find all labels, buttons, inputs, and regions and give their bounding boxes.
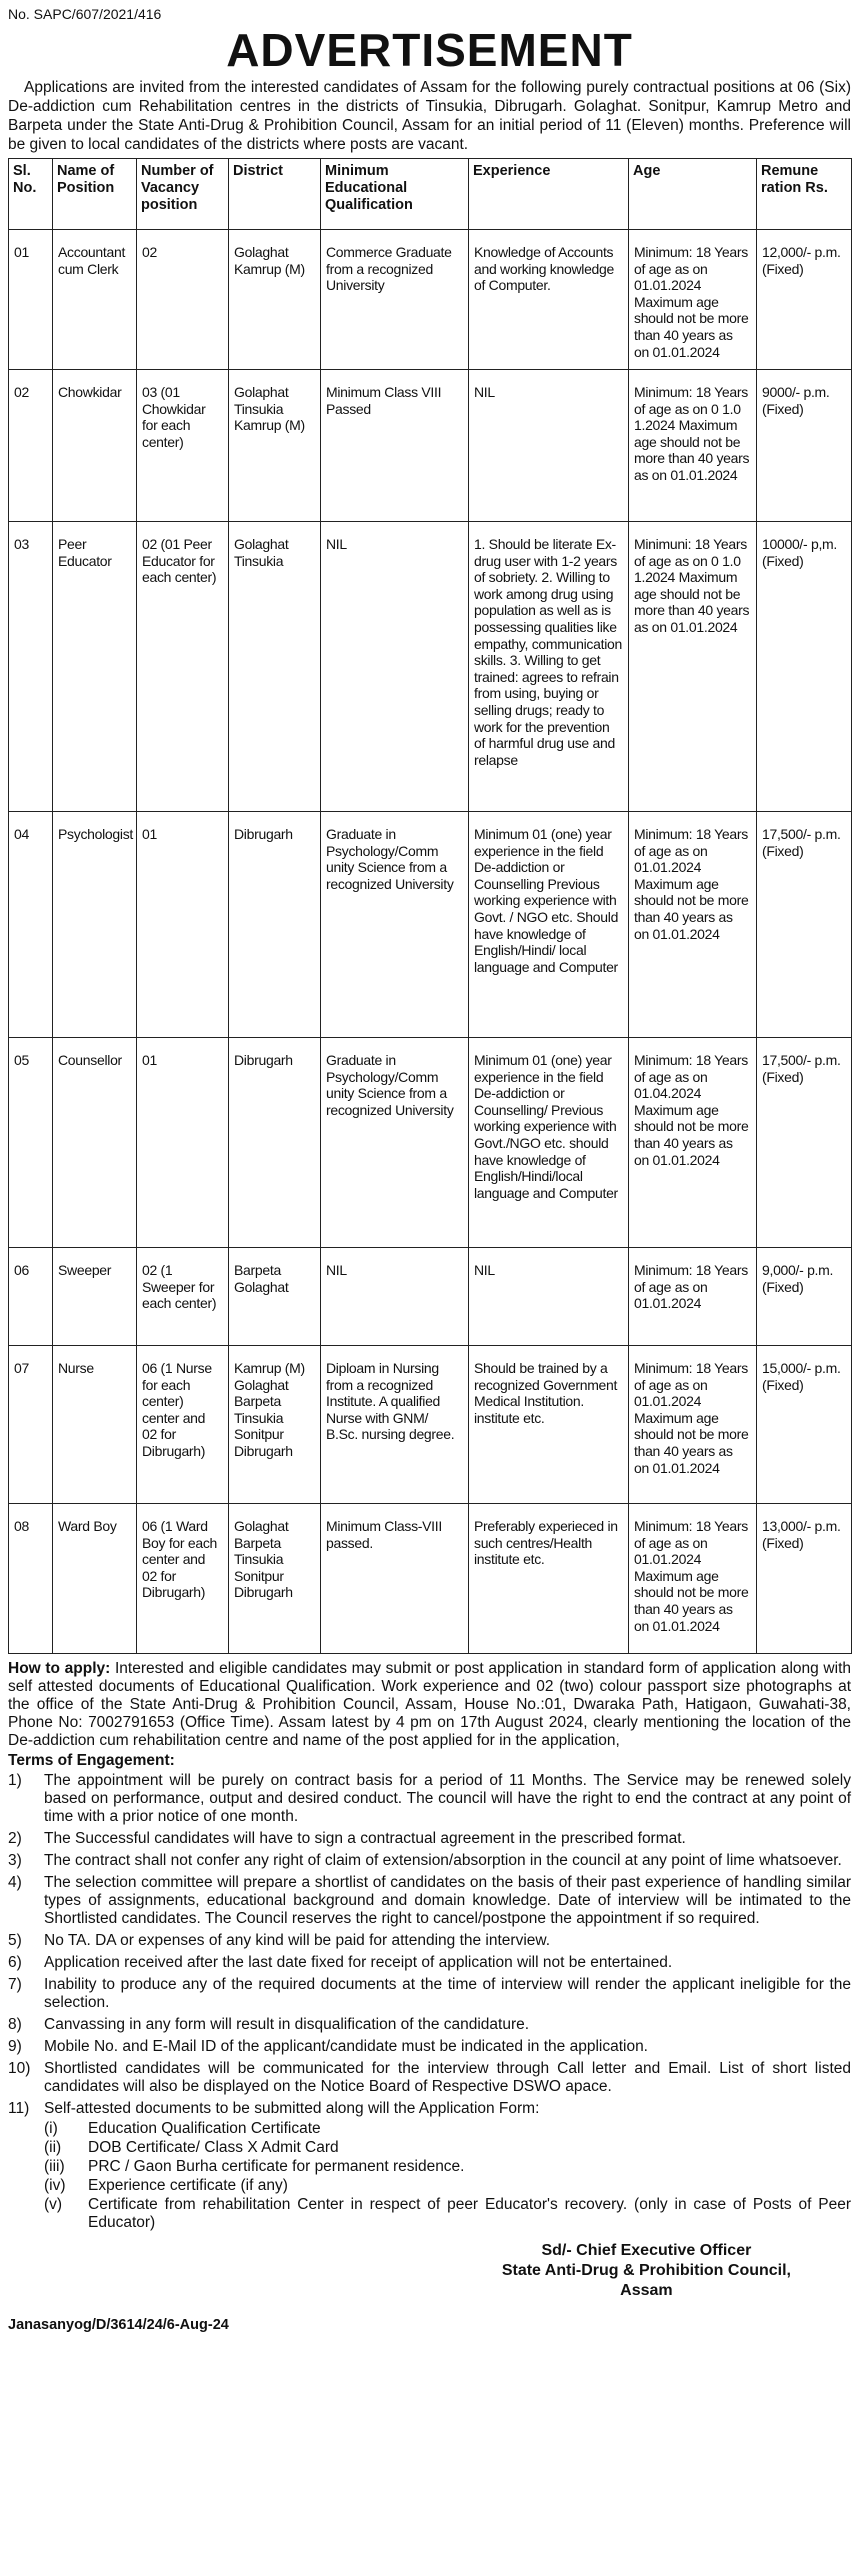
term-number: 5) [8,1932,22,1949]
list-item [8,1830,851,1848]
cell-qualification: Graduate in Psychology/Comm unity Science from a recognized University [321,1038,469,1248]
cell-position: Counsellor [53,1038,137,1248]
cell-pay: 17,500/- p.m. (Fixed) [757,812,852,1038]
cell-qualification: Graduate in Psychology/Comm unity Science from a recognized University [321,812,469,1038]
list-item [8,2100,851,2233]
vacancy-table [8,158,852,1654]
cell-age: Minimuni: 18 Years of age as on 0 1.0 1.2024 Maximum age should not be more than 40 years as on 01.01.2024 [629,522,757,812]
janasanyog-number: Janasanyog/D/3614/24/6-Aug-24 [8,2317,229,2333]
header-district: District [229,159,321,230]
cell-age: Minimum: 18 Years of age as on 01.01.2024 Maximum age should not be more than 40 years as on 01.01.2024 [629,812,757,1038]
signature-line-1: Sd/- Chief Executive Officer [541,2242,752,2259]
cell-experience: Should be trained by a recognized Government Medical Institution. institute etc. [469,1346,629,1504]
table-row [9,370,852,522]
table-row [9,1248,852,1346]
cell-sl: 04 [9,812,53,1038]
table-row [9,1504,852,1654]
term-text: The appointment will be purely on contract basis for a period of 11 Months. The Service may be renewed solely based on performance, output and desired conduct. The council will have the right to end the contract at any point of time with a prior notice of one month. [44,1772,851,1825]
term-text: The Successful candidates will have to sign a contractual agreement in the prescribed format. [44,1830,686,1847]
table-row [9,522,852,812]
cell-experience: Knowledge of Accounts and working knowledge of Computer. [469,230,629,370]
cell-qualification: Diploam in Nursing from a recognized Institute. A qualified Nurse with GNM/ B.Sc. nursing degree. [321,1346,469,1504]
cell-sl: 05 [9,1038,53,1248]
cell-pay: 9,000/- p.m. (Fixed) [757,1248,852,1346]
how-to-apply-section [8,1660,851,1750]
cell-district: Dibrugarh [229,1038,321,1248]
how-to-apply-label: How to apply: [8,1660,111,1677]
terms-heading: Terms of Engagement: [8,1752,175,1769]
cell-district: Dibrugarh [229,812,321,1038]
table-header-row [9,159,852,230]
how-to-apply-text: Interested and eligible candidates may submit or post application in standard form of application along with self attested documents of Educational Qualification. Work experience and 02 (two) colour passport size photographs at the office of the State Anti-Drug & Prohibition Council, Assam, House No.:01, Dwaraka Path, Hatigaon, Guwahati-38, Phone No: 7002791653 (Office Time). Assam latest by 4 pm on 17th August 2024, clearly mentioning the location of the De-addiction cum rehabilitation centre and name of the post applied for in the application, [8,1660,851,1749]
doc-text: Certificate from rehabilitation Center in respect of peer Educator's recovery. (only in case of Posts of Peer Educator) [88,2196,851,2231]
table-row [9,1346,852,1504]
cell-qualification: Commerce Graduate from a recognized University [321,230,469,370]
cell-position: Sweeper [53,1248,137,1346]
cell-position: Nurse [53,1346,137,1504]
doc-number: (iii) [44,2158,65,2175]
doc-number: (v) [44,2196,63,2213]
doc-number: (ii) [44,2139,62,2156]
cell-vacancy: 01 [137,1038,229,1248]
cell-vacancy: 06 (1 Nurse for each center) center and 02 for Dibrugarh) [137,1346,229,1504]
cell-age: Minimum: 18 Years of age as on 01.01.2024 Maximum age should not be more than 40 years as on 01.01.2024 [629,1504,757,1654]
list-item [44,2177,851,2195]
cell-district: Golaphat Tinsukia Kamrup (M) [229,370,321,522]
list-item [8,1772,851,1826]
list-item [44,2139,851,2157]
cell-vacancy: 02 (1 Sweeper for each center) [137,1248,229,1346]
term-number: 4) [8,1874,22,1891]
term-text: Application received after the last date fixed for receipt of application will not be entertained. [44,1954,673,1971]
cell-age: Minimum: 18 Years of age as on 01.01.2024 Maximum age should not be more than 40 years as on 01.01.2024 [629,230,757,370]
term-number: 8) [8,2016,22,2033]
cell-district: Kamrup (M) Golaghat Barpeta Tinsukia Sonitpur Dibrugarh [229,1346,321,1504]
term-text: The contract shall not confer any right of claim of extension/absorption in the council at any point of lime whatsoever. [44,1852,842,1869]
cell-vacancy: 02 (01 Peer Educator for each center) [137,522,229,812]
header-age: Age [629,159,757,230]
cell-district: Golaghat Kamrup (M) [229,230,321,370]
term-number: 2) [8,1830,22,1847]
cell-experience: Minimum 01 (one) year experience in the field De-addiction or Counselling Previous working experience with Govt. / NGO etc. Should have knowledge of English/Hindi/ local language and Computer [469,812,629,1038]
table-row [9,230,852,370]
header-remuneration: Remune ration Rs. [757,159,852,230]
table-row [9,1038,852,1248]
doc-number: (iv) [44,2177,66,2194]
cell-position: Peer Educator [53,522,137,812]
cell-pay: 9000/- p.m. (Fixed) [757,370,852,522]
signature-line-3: Assam [620,2282,673,2299]
header-qualification: Minimum Educational Qualification [321,159,469,230]
table-row [9,812,852,1038]
cell-sl: 01 [9,230,53,370]
cell-age: Minimum: 18 Years of age as on 01.04.2024 Maximum age should not be more than 40 years as on 01.01.2024 [629,1038,757,1248]
doc-text: DOB Certificate/ Class X Admit Card [88,2139,339,2156]
cell-sl: 07 [9,1346,53,1504]
header-experience: Experience [469,159,629,230]
doc-text: Education Qualification Certificate [88,2120,321,2137]
signature-block [502,2241,791,2301]
list-item [44,2196,851,2232]
doc-text: PRC / Gaon Burha certificate for permanent residence. [88,2158,465,2175]
cell-qualification: Minimum Class-VIII passed. [321,1504,469,1654]
advertisement-page [8,0,851,2337]
cell-vacancy: 01 [137,812,229,1038]
cell-vacancy: 06 (1 Ward Boy for each center and 02 for Dibrugarh) [137,1504,229,1654]
cell-experience: Preferably experieced in such centres/Health institute etc. [469,1504,629,1654]
term-text: Canvassing in any form will result in disqualification of the candidature. [44,2016,530,2033]
term-text: Shortlisted candidates will be communicated for the interview through Call letter and Email. List of short listed candidates will also be displayed on the Notice Board of Respective DSWO apace. [44,2060,851,2095]
cell-vacancy: 02 [137,230,229,370]
cell-age: Minimum: 18 Years of age as on 01.01.2024 Maximum age should not be more than 40 years as on 01.01.2024 [629,1346,757,1504]
cell-pay: 15,000/- p.m. (Fixed) [757,1346,852,1504]
cell-pay: 12,000/- p.m. (Fixed) [757,230,852,370]
reference-number: No. SAPC/607/2021/416 [8,6,162,22]
list-item [44,2158,851,2176]
cell-position: Chowkidar [53,370,137,522]
list-item [8,2060,851,2096]
cell-pay: 10000/- p,m. (Fixed) [757,522,852,812]
footer [8,2241,851,2337]
cell-district: Barpeta Golaghat [229,1248,321,1346]
term-number: 9) [8,2038,22,2055]
cell-sl: 02 [9,370,53,522]
list-item [8,2016,851,2034]
cell-age: Minimum: 18 Years of age as on 01.01.2024 [629,1248,757,1346]
cell-pay: 17,500/- p.m. (Fixed) [757,1038,852,1248]
terms-list [8,1772,851,2233]
term-text: Mobile No. and E-Mail ID of the applicant/candidate must be indicated in the application. [44,2038,648,2055]
term-number: 11) [8,2100,30,2117]
term-number: 7) [8,1976,22,1993]
term-number: 6) [8,1954,22,1971]
cell-position: Psychologist [53,812,137,1038]
documents-list [44,2120,851,2232]
list-item [8,1976,851,2012]
cell-position: Ward Boy [53,1504,137,1654]
signature-line-2: State Anti-Drug & Prohibition Council, [501,2262,791,2279]
cell-qualification: NIL [321,1248,469,1346]
cell-sl: 03 [9,522,53,812]
term-number: 1) [8,1772,22,1789]
cell-sl: 08 [9,1504,53,1654]
list-item [8,1874,851,1928]
term-text: No TA. DA or expenses of any kind will be paid for attending the interview. [44,1932,551,1949]
cell-position: Accountant cum Clerk [53,230,137,370]
term-number: 10) [8,2060,31,2077]
list-item [44,2120,851,2138]
page-title: ADVERTISEMENT [226,24,633,76]
list-item [8,1954,851,1972]
cell-experience: Minimum 01 (one) year experience in the field De-addiction or Counselling/ Previous working experience with Govt./NGO etc. should have knowledge of English/Hindi/local language and Computer [469,1038,629,1248]
term-text: The selection committee will prepare a shortlist of candidates on the basis of their past experience of handling similar types of assignments, educational background and domain knowledge. Date of interview will be intimated to the Shortlisted candidates. The Council reserves the right to cancel/postpone the appointment if so required. [44,1874,851,1927]
doc-text: Experience certificate (if any) [88,2177,288,2194]
doc-number: (i) [44,2120,58,2137]
term-number: 3) [8,1852,22,1869]
header-position: Name of Position [53,159,137,230]
cell-experience: NIL [469,370,629,522]
list-item [8,2038,851,2056]
cell-district: Golaghat Tinsukia [229,522,321,812]
cell-sl: 06 [9,1248,53,1346]
term-text: Self-attested documents to be submitted along will the Application Form: [44,2100,540,2117]
cell-qualification: NIL [321,522,469,812]
cell-age: Minimum: 18 Years of age as on 0 1.0 1.2024 Maximum age should not be more than 40 years as on 01.01.2024 [629,370,757,522]
cell-experience: NIL [469,1248,629,1346]
header-sl-no: Sl. No. [9,159,53,230]
cell-qualification: Minimum Class VIII Passed [321,370,469,522]
list-item [8,1852,851,1870]
list-item [8,1932,851,1950]
cell-vacancy: 03 (01 Chowkidar for each center) [137,370,229,522]
intro-paragraph: Applications are invited from the interested candidates of Assam for the following purely contractual positions at 06 (Six) De-addiction cum Rehabilitation centres in the districts of Tinsukia, Dibrugarh. Golaghat. Sonitpur, Kamrup Metro and Barpeta under the State Anti-Drug & Prohibition Council, Assam for an initial period of 11 (Eleven) months. Preference will be given to local candidates of the districts where posts are vacant. [8,79,851,153]
cell-experience: 1. Should be literate Ex-drug user with 1-2 years of sobriety. 2. Willing to work among drug using population as well as is possessing qualities like empathy, communication skills. 3. Willing to get trained: agrees to refrain from using, buying or selling drugs; ready to work for the prevention of harmful drug use and relapse [469,522,629,812]
cell-pay: 13,000/- p.m. (Fixed) [757,1504,852,1654]
term-text: Inability to produce any of the required documents at the time of interview will render the applicant ineligible for the selection. [44,1976,851,2011]
cell-district: Golaghat Barpeta Tinsukia Sonitpur Dibrugarh [229,1504,321,1654]
header-vacancy: Number of Vacancy position [137,159,229,230]
